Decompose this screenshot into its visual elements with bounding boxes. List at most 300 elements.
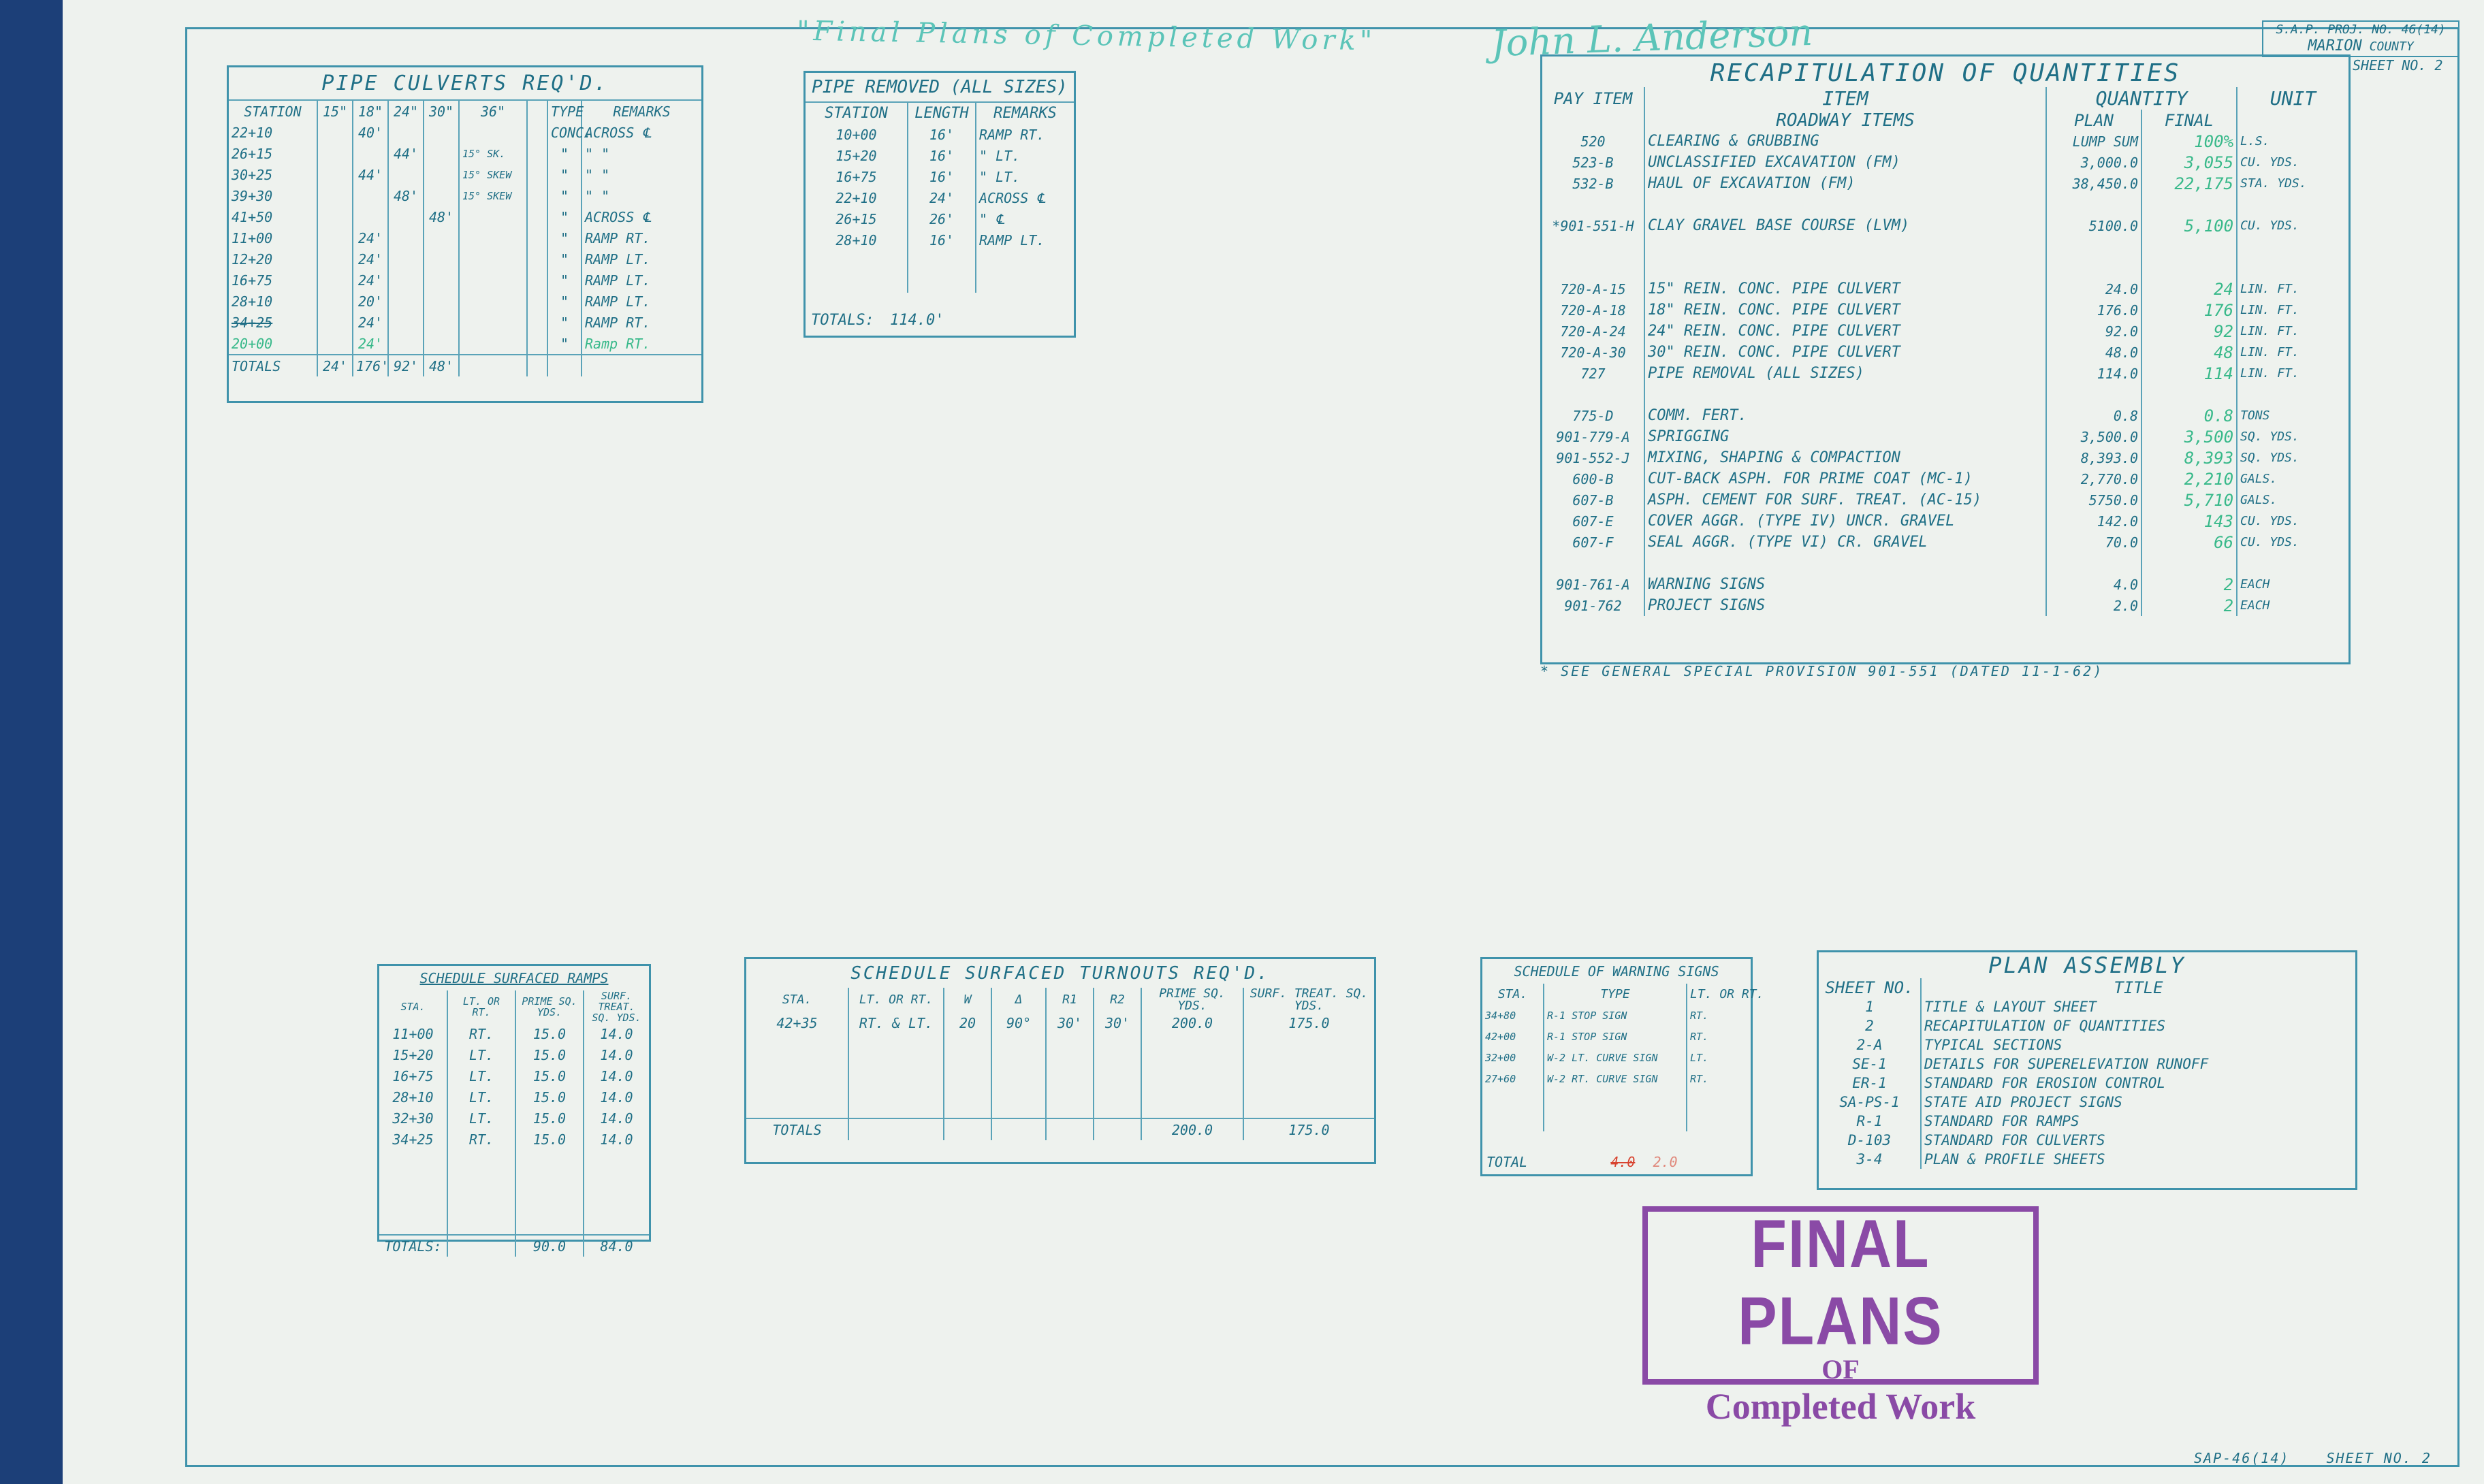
turnouts-cell [991,1076,1046,1097]
turnouts-cell [1243,1076,1374,1097]
pipe-culverts-cell [317,333,353,355]
pipe-removed-column-header: REMARKS [993,105,1057,122]
recap-row [1542,468,2348,489]
recap-item [1644,553,2046,574]
pipe-culverts-cell [424,270,459,291]
recap-item [1644,257,2046,278]
turnouts-column-header: SURF. TREAT. SQ. YDS. [1249,986,1369,1013]
turnouts-cell [1046,1033,1094,1054]
recap-final-qty: 114 [2141,363,2237,384]
recap-unit: SQ. YDS. [2240,430,2299,444]
plan-assembly-title: PLAN ASSEMBLY [1988,952,2186,978]
pipe-removed-cell: 28+10 [806,229,908,251]
ramps-cell [447,1171,515,1192]
turnouts-cell [991,1054,1046,1076]
pipe-culverts-cell: CONC. [547,122,582,143]
pipe-culverts-cell [388,312,424,333]
pipe-culverts-cell [317,143,353,164]
pipe-culverts-cell [388,270,424,291]
pipe-removed-cell: " LT. [979,147,1021,164]
recap-plan-qty [2046,384,2141,405]
ramps-row [379,1150,649,1171]
recap-unit [2237,553,2348,574]
turnouts-cell: 42+35 [746,1012,848,1033]
recap-final-qty [2141,194,2237,215]
recap-item: 24" REIN. CONC. PIPE CULVERT [1644,321,2046,342]
recap-quantity-header: QUANTITY [2046,87,2237,110]
pipe-culverts-totals-cell [547,355,582,376]
recap-unit: LIN. FT. [2240,282,2299,296]
recap-unit: TONS [2240,408,2270,423]
pipe-culverts-cell [388,206,424,227]
recap-unit-header: UNIT [2270,87,2316,110]
warning-signs-cell: W-2 LT. CURVE SIGN [1544,1047,1687,1068]
plan-assembly-row [1819,1054,2355,1074]
pipe-culverts-cell: 15° SK. [459,143,527,164]
pipe-culverts-cell [527,227,547,248]
pipe-culverts-cell [388,291,424,312]
plan-assembly-cell: STANDARD FOR CULVERTS [1924,1132,2105,1148]
ramps-totals-cell [447,1235,515,1257]
turnouts-cell [1094,1033,1141,1054]
turnouts-column-header: R1 [1046,988,1094,1012]
pipe-removed-cell [976,272,1074,293]
pipe-culverts-row [229,270,701,291]
pipe-culverts-row [229,248,701,270]
pipe-removed-cell: " ℄ [979,210,1004,227]
plan-assembly-cell: 3-4 [1819,1150,1921,1169]
turnouts-cell: 200.0 [1141,1012,1243,1033]
recap-final-header: FINAL [2141,110,2237,131]
footer-project-code: SAP-46(14) [2194,1450,2290,1466]
pipe-culverts-cell: 44' [353,164,388,185]
ramps-cell [379,1150,447,1171]
project-number-box [2262,20,2459,57]
turnouts-totals-cell: TOTALS [746,1118,848,1140]
pipe-culverts-column-header: STATION [229,101,317,122]
pipe-culverts-cell [527,270,547,291]
plan-assembly-cell: 1 [1819,997,1921,1016]
pipe-removed-row [806,272,1074,293]
recap-final-qty: 0.8 [2141,405,2237,426]
recap-item: ASPH. CEMENT FOR SURF. TREAT. (AC-15) [1644,489,2046,511]
turnouts-column-header: W [944,988,991,1012]
pipe-removed-totals-label: TOTALS: [811,312,874,329]
warning-signs-row [1482,1047,1751,1068]
pipe-removed-cell [908,251,976,272]
pipe-culverts-cell: 24' [353,312,388,333]
pipe-culverts-cell [459,312,527,333]
stamp-line-2: OF [1821,1354,1860,1385]
recap-item: WARNING SIGNS [1644,574,2046,595]
turnouts-cell [944,1033,991,1054]
pipe-culverts-totals-cell: 24' [317,355,353,376]
recap-final-qty [2141,553,2237,574]
recap-unit [2237,384,2348,405]
plan-assembly-grid [1819,978,2355,1169]
recap-unit: CU. YDS. [2240,514,2299,528]
turnouts-cell: 30' [1046,1012,1094,1033]
recap-plan-header: PLAN [2046,110,2141,131]
pipe-removed-cell: 16' [908,229,976,251]
pipe-culverts-row [229,164,701,185]
turnouts-cell [944,1054,991,1076]
warning-signs-cell: R-1 STOP SIGN [1544,1005,1687,1026]
plan-assembly-row [1819,1150,2355,1169]
recap-title: RECAPITULATION OF QUANTITIES [1710,59,2181,87]
pipe-culverts-cell: " [547,206,582,227]
stamp-line-3: Completed Work [1705,1386,1976,1427]
pipe-culverts-table [227,65,703,403]
turnouts-cell [848,1097,944,1118]
recap-plan-qty: LUMP SUM [2046,131,2141,152]
ramps-row [379,1213,649,1235]
recap-plan-qty: 8,393.0 [2046,447,2141,468]
plan-assembly-cell: 2-A [1819,1035,1921,1054]
turnouts-row [746,1097,1374,1118]
turnouts-row [746,1054,1374,1076]
recap-plan-qty: 5750.0 [2046,489,2141,511]
pipe-culverts-cell [317,227,353,248]
ramps-cell: RT. [447,1129,515,1150]
recap-row [1542,511,2348,532]
turnouts-column-header: STA. [746,988,848,1012]
recap-pay-item: 600-B [1542,468,1644,489]
pipe-culverts-cell: " [547,333,582,355]
pipe-removed-column-header: LENGTH [908,103,976,124]
pipe-culverts-cell: 24' [353,333,388,355]
plan-assembly-cell: TYPICAL SECTIONS [1924,1037,2063,1053]
pipe-culverts-cell: ACROSS ℄ [585,208,652,225]
recap-plan-qty [2046,194,2141,215]
recap-pay-item: 720-A-24 [1542,321,1644,342]
pipe-culverts-cell [388,248,424,270]
pipe-culverts-cell: Ramp RT. [585,335,651,352]
warning-signs-cell [1544,1110,1687,1131]
warning-signs-cell: 34+80 [1482,1005,1544,1026]
pipe-culverts-cell: 22+10 [229,122,317,143]
turnouts-cell [746,1054,848,1076]
recap-final-qty: 5,100 [2141,215,2237,236]
pipe-culverts-cell [459,122,527,143]
recap-plan-qty: 2,770.0 [2046,468,2141,489]
pipe-culverts-cell [527,185,547,206]
pipe-culverts-cell [317,270,353,291]
pipe-culverts-cell [388,122,424,143]
recap-plan-qty: 48.0 [2046,342,2141,363]
recap-row [1542,236,2348,257]
turnouts-totals-cell: 200.0 [1141,1118,1243,1140]
pipe-removed-table [803,71,1076,338]
recap-plan-qty [2046,553,2141,574]
ramps-cell [584,1192,649,1213]
warning-signs-cell [1687,1110,1751,1131]
ramps-cell [379,1171,447,1192]
recap-plan-qty: 2.0 [2046,595,2141,616]
turnouts-cell: 90° [991,1012,1046,1033]
recap-row [1542,131,2348,152]
turnouts-cell [991,1033,1046,1054]
ramps-column-header: STA. [379,990,447,1023]
turnouts-row [746,1033,1374,1054]
pipe-removed-cell: 26+15 [806,208,908,229]
pipe-culverts-totals-cell: 48' [424,355,459,376]
pipe-removed-cell [908,272,976,293]
warning-signs-row [1482,1005,1751,1026]
turnouts-column-header: LT. OR RT. [848,988,944,1012]
turnouts-cell [1046,1054,1094,1076]
recap-item: PIPE REMOVAL (ALL SIZES) [1644,363,2046,384]
pipe-removed-header-row [806,103,1074,124]
turnouts-cell [944,1097,991,1118]
plan-assembly-cell: STANDARD FOR RAMPS [1924,1113,2080,1129]
ramps-totals-cell: TOTALS: [379,1235,447,1257]
final-plans-note: "Final Plans of Completed Work" [796,15,1377,57]
turnouts-cell [1094,1054,1141,1076]
recap-row [1542,300,2348,321]
pipe-culverts-row [229,206,701,227]
pipe-culverts-cell: " [547,185,582,206]
warning-signs-totals [1486,1154,1678,1170]
pipe-culverts-cell [424,164,459,185]
pipe-culverts-cell [424,333,459,355]
plan-assembly-cell: ER-1 [1819,1074,1921,1093]
plan-assembly-cell: 2 [1819,1016,1921,1035]
pipe-culverts-totals-cell [459,355,527,376]
recap-pay-item: 775-D [1542,405,1644,426]
plan-assembly-column-header: SHEET NO. [1819,978,1921,997]
turnouts-totals-cell: 175.0 [1243,1118,1374,1140]
recap-pay-item [1542,236,1644,257]
pipe-culverts-cell [317,164,353,185]
turnouts-cell [1243,1097,1374,1118]
ramps-row [379,1129,649,1150]
ramps-cell: 34+25 [379,1129,447,1150]
recap-plan-qty: 3,500.0 [2046,426,2141,447]
pipe-culverts-cell [527,122,547,143]
pipe-culverts-cell [527,206,547,227]
recap-item: SPRIGGING [1644,426,2046,447]
turnouts-cell [1141,1097,1243,1118]
recap-item: HAUL OF EXCAVATION (FM) [1644,173,2046,194]
recap-plan-qty: 4.0 [2046,574,2141,595]
pipe-removed-title: PIPE REMOVED (ALL SIZES) [806,73,1074,103]
recap-item: COVER AGGR. (TYPE IV) UNCR. GRAVEL [1644,511,2046,532]
recap-plan-qty: 5100.0 [2046,215,2141,236]
recap-row [1542,342,2348,363]
pipe-removed-totals-value: 114.0' [889,312,944,329]
recap-unit: LIN. FT. [2240,303,2299,317]
pipe-culverts-totals-cell [582,355,701,376]
pipe-removed-cell [976,251,1074,272]
recap-unit: LIN. FT. [2240,345,2299,359]
pipe-culverts-cell [424,248,459,270]
pipe-culverts-cell [388,164,424,185]
pipe-removed-row [806,145,1074,166]
recap-pay-item: 901-552-J [1542,447,1644,468]
pipe-culverts-cell: 15° SKEW [459,164,527,185]
turnouts-cell [1046,1097,1094,1118]
ramps-cell [515,1150,584,1171]
ramps-cell: LT. [447,1086,515,1108]
warning-signs-row [1482,1089,1751,1110]
recap-pay-item: 607-E [1542,511,1644,532]
recap-pay-item [1542,384,1644,405]
ramps-cell: 14.0 [600,1025,633,1042]
ramps-cell: 14.0 [600,1046,633,1063]
pipe-culverts-cell [527,143,547,164]
recap-item-header: ITEM [1644,87,2046,110]
recap-pay-item [1542,553,1644,574]
pipe-culverts-grid [229,101,701,376]
pipe-culverts-cell: " " [585,187,610,204]
pipe-removed-cell: RAMP RT. [979,126,1045,143]
pipe-removed-grid [806,103,1074,293]
ramps-cell [447,1192,515,1213]
turnouts-cell [1243,1033,1374,1054]
pipe-culverts-row [229,122,701,143]
warning-signs-cell [1687,1089,1751,1110]
recap-row [1542,152,2348,173]
recap-final-qty: 22,175 [2141,173,2237,194]
plan-assembly-header-row [1819,978,2355,997]
pipe-removed-cell: RAMP LT. [979,231,1045,248]
pipe-culverts-cell: RAMP RT. [585,229,651,246]
warning-signs-cell: LT. [1690,1051,1709,1064]
recap-pay-item-header: PAY ITEM [1542,87,1644,110]
ramps-totals-cell: 84.0 [584,1235,649,1257]
recap-row [1542,574,2348,595]
recap-final-qty: 66 [2141,532,2237,553]
ramps-header-row [379,990,649,1023]
ramps-cell: 15.0 [515,1065,584,1086]
warning-signs-column-header: STA. [1482,984,1544,1005]
pipe-culverts-totals-cell: 176' [353,355,388,376]
recap-final-qty: 2 [2141,574,2237,595]
recap-unit: GALS. [2240,493,2278,507]
warning-signs-cell: RT. [1690,1009,1709,1022]
turnouts-cell [1243,1054,1374,1076]
pipe-culverts-cell [317,122,353,143]
ramps-cell: 11+00 [379,1023,447,1044]
warning-signs-cell [1482,1089,1544,1110]
recap-unit: EACH [2240,598,2270,613]
warning-signs-cell: 32+00 [1482,1047,1544,1068]
pipe-culverts-cell: 11+00 [229,227,317,248]
pipe-culverts-row [229,333,701,355]
recap-unit: LIN. FT. [2240,366,2299,381]
ramps-cell: 15.0 [515,1108,584,1129]
plan-assembly-table [1817,950,2357,1190]
pipe-culverts-title: PIPE CULVERTS REQ'D. [229,67,701,101]
turnouts-cell [1141,1054,1243,1076]
pipe-culverts-cell: 20' [353,291,388,312]
recap-plan-qty [2046,236,2141,257]
warning-signs-header-row [1482,984,1751,1005]
ramps-row [379,1171,649,1192]
warning-signs-cell: RT. [1690,1030,1709,1043]
ramps-cell: 15+20 [379,1044,447,1065]
footer-label [2194,1450,2432,1466]
pipe-culverts-row [229,143,701,164]
pipe-culverts-cell [527,312,547,333]
ramps-cell: 15.0 [515,1086,584,1108]
pipe-culverts-cell [317,185,353,206]
pipe-culverts-cell: " [547,143,582,164]
warning-signs-table [1480,957,1764,1176]
ramps-cell [447,1213,515,1235]
pipe-removed-cell: 10+00 [806,124,908,145]
recap-pay-item: 720-A-18 [1542,300,1644,321]
pipe-culverts-cell [424,122,459,143]
turnouts-grid [746,988,1374,1140]
recap-row [1542,257,2348,278]
recap-footnote: * SEE GENERAL SPECIAL PROVISION 901-551 (DATED 11-1-62) [1540,663,2104,679]
recap-final-qty: 2,210 [2141,468,2237,489]
recap-unit: SQ. YDS. [2240,451,2299,465]
recap-pay-item: *901-551-H [1542,215,1644,236]
plan-assembly-cell: TITLE & LAYOUT SHEET [1924,999,2097,1015]
recap-row [1542,532,2348,553]
recap-final-qty: 3,055 [2141,152,2237,173]
pipe-culverts-cell [459,227,527,248]
pipe-culverts-column-header: 15" [317,101,353,122]
ramps-cell: 14.0 [600,1110,633,1127]
final-plans-stamp [1642,1206,2039,1427]
plan-assembly-row [1819,1074,2355,1093]
warning-signs-row [1482,1068,1751,1089]
pipe-culverts-cell [424,291,459,312]
recap-final-qty: 143 [2141,511,2237,532]
turnouts-totals-cell [1046,1118,1094,1140]
pipe-culverts-cell [317,291,353,312]
pipe-removed-cell: 24' [908,187,976,208]
ramps-cell [379,1192,447,1213]
pipe-removed-cell [806,251,908,272]
pipe-culverts-cell: " [547,164,582,185]
pipe-removed-row [806,229,1074,251]
ramps-cell: LT. [447,1108,515,1129]
recap-final-qty [2141,236,2237,257]
recap-unit [2237,194,2348,215]
pipe-removed-cell: 16' [908,166,976,187]
turnouts-header-row [746,988,1374,1012]
pipe-culverts-cell: 44' [388,143,424,164]
recap-plan-qty: 70.0 [2046,532,2141,553]
recap-unit: STA. YDS. [2240,176,2307,191]
turnouts-cell: RT. & LT. [848,1012,944,1033]
recap-plan-qty: 176.0 [2046,300,2141,321]
pipe-removed-cell: 26' [908,208,976,229]
plan-assembly-row [1819,1112,2355,1131]
pipe-removed-row [806,166,1074,187]
recap-item: 30" REIN. CONC. PIPE CULVERT [1644,342,2046,363]
turnouts-cell [848,1033,944,1054]
ramps-cell [584,1171,649,1192]
signature: John L. Anderson [1491,10,1814,65]
recap-final-qty: 92 [2141,321,2237,342]
ramps-cell [379,1213,447,1235]
recap-unit: CU. YDS. [2240,155,2299,170]
pipe-culverts-cell [527,333,547,355]
recap-row [1542,489,2348,511]
warning-signs-cell [1544,1089,1687,1110]
turnouts-cell [746,1097,848,1118]
recap-pay-item: 532-B [1542,173,1644,194]
pipe-culverts-totals-cell: 92' [388,355,424,376]
pipe-culverts-cell: 26+15 [229,143,317,164]
warning-signs-grid [1482,984,1764,1131]
